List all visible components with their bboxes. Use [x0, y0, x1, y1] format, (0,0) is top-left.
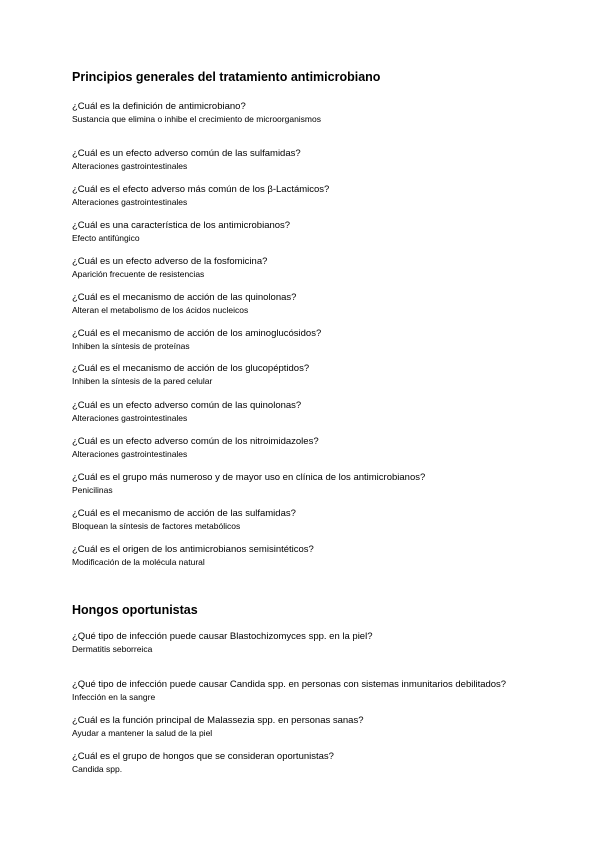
question: ¿Cuál es el efecto adverso más común de los β-Lactámicos?: [72, 184, 330, 195]
question: ¿Cuál es el mecanismo de acción de los glucopéptidos?: [72, 363, 310, 374]
qa-item: [72, 101, 572, 125]
question: ¿Cuál es el grupo de hongos que se consideran oportunistas?: [72, 751, 334, 762]
qa-item: [72, 400, 572, 424]
answer: Penicilinas: [72, 485, 113, 495]
qa-item: [72, 544, 572, 568]
question: ¿Cuál es un efecto adverso de la fosfomicina?: [72, 256, 268, 267]
qa-item: [72, 256, 572, 280]
qa-item: [72, 184, 572, 208]
answer: Bloquean la síntesis de factores metabólicos: [72, 521, 241, 531]
answer: Alteraciones gastrointestinales: [72, 161, 188, 171]
question: ¿Cuál es un efecto adverso común de los nitroimidazoles?: [72, 436, 319, 447]
answer: Inhiben la síntesis de proteínas: [72, 341, 190, 351]
answer: Efecto antifúngico: [72, 233, 140, 243]
question: ¿Cuál es un efecto adverso común de las quinolonas?: [72, 400, 302, 411]
question: ¿Cuál es el origen de los antimicrobianos semisintéticos?: [72, 544, 314, 555]
qa-item: [72, 679, 572, 703]
question: ¿Qué tipo de infección puede causar Blastochizomyces spp. en la piel?: [72, 631, 373, 642]
question: ¿Qué tipo de infección puede causar Candida spp. en personas con sistemas inmunitarios debilitados?: [72, 679, 507, 690]
answer: Infección en la sangre: [72, 692, 156, 702]
qa-item: [72, 363, 572, 387]
answer: Alteran el metabolismo de los ácidos nucleicos: [72, 305, 249, 315]
question: ¿Cuál es el mecanismo de acción de las sulfamidas?: [72, 508, 296, 519]
answer: Sustancia que elimina o inhibe el crecimiento de microorganismos: [72, 114, 321, 124]
question: ¿Cuál es la función principal de Malassezia spp. en personas sanas?: [72, 715, 364, 726]
answer: Modificación de la molécula natural: [72, 557, 205, 567]
qa-item: [72, 472, 572, 496]
qa-item: [72, 751, 572, 775]
qa-item: [72, 508, 572, 532]
answer: Ayudar a mantener la salud de la piel: [72, 728, 213, 738]
answer: Aparición frecuente de resistencias: [72, 269, 205, 279]
question: ¿Cuál es la definición de antimicrobiano?: [72, 101, 246, 112]
answer: Candida spp.: [72, 764, 123, 774]
question: ¿Cuál es el mecanismo de acción de las quinolonas?: [72, 292, 297, 303]
section-title: Hongos oportunistas: [72, 603, 198, 617]
section-title: Principios generales del tratamiento antimicrobiano: [72, 70, 381, 84]
question: ¿Cuál es el mecanismo de acción de los aminoglucósidos?: [72, 328, 322, 339]
answer: Dermatitis seborreica: [72, 644, 153, 654]
answer: Alteraciones gastrointestinales: [72, 413, 188, 423]
qa-item: [72, 328, 572, 352]
qa-item: [72, 292, 572, 316]
qa-item: [72, 436, 572, 460]
answer: Inhiben la síntesis de la pared celular: [72, 376, 213, 386]
qa-item: [72, 715, 572, 739]
qa-item: [72, 148, 572, 172]
question: ¿Cuál es el grupo más numeroso y de mayor uso en clínica de los antimicrobianos?: [72, 472, 426, 483]
qa-item: [72, 220, 572, 244]
answer: Alteraciones gastrointestinales: [72, 197, 188, 207]
qa-item: [72, 631, 572, 655]
question: ¿Cuál es una característica de los antimicrobianos?: [72, 220, 291, 231]
question: ¿Cuál es un efecto adverso común de las sulfamidas?: [72, 148, 301, 159]
answer: Alteraciones gastrointestinales: [72, 449, 188, 459]
